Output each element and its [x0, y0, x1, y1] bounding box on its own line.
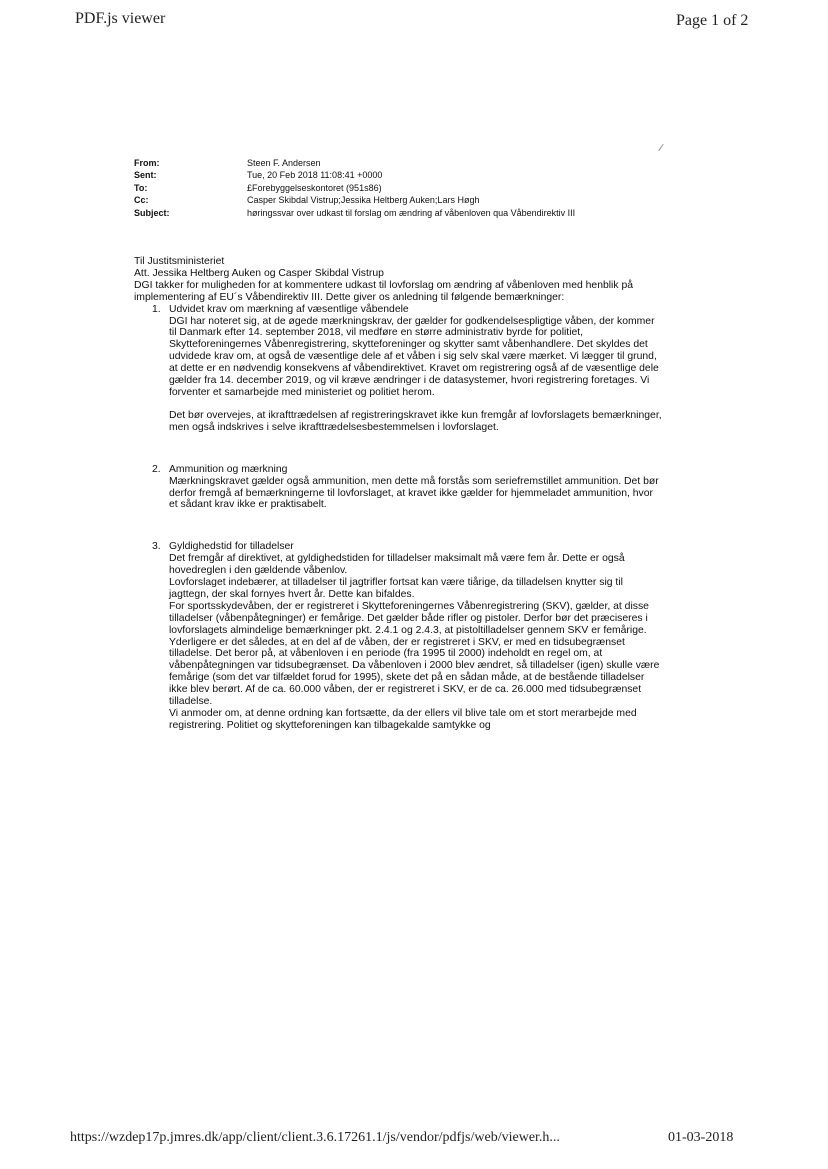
print-header-page-count: Page 1 of 2	[676, 12, 749, 29]
item-heading: Ammunition og mærkning	[169, 463, 288, 475]
item-number: 3.	[152, 541, 161, 553]
item-paragraph: Yderligere er det således, at en del af de våben, der er registreret i SKV, er med en tidsubegrænset tilladelse. Det beror på, at våbenloven i en periode (fra 1995 til 2000) indeholdt en regel om, at våbenpåtegningen var tidsubegrænset. Da våbenloven i 2000 blev ændret, så tilladelser (igen) skulle være femårige (som det var tilfældet forud for 1995), skete det på en sådan måde, at de bestående tilladelser ikke blev berørt. Af de ca. 60.000 våben, der er registreret i SKV, er de ca. 26.000 med tidsubegrænset tilladelse.	[169, 636, 660, 708]
intro-paragraph: DGI takker for muligheden for at kommentere udkast til lovforslag om ændring af våbenloven med henblik på implementering af EU´s Våbendirektiv III. Dette giver os anledning til følgende bemærkninger:	[134, 279, 634, 303]
item-paragraph: Vi anmoder om, at denne ordning kan fortsætte, da der ellers vil blive tale om et stort merarbejde med registrering. Politiet og skytteforeningen kan tilbagekalde samtykke og	[169, 708, 637, 731]
item-paragraph: Mærkningskravet gælder også ammunition, men dette må forstås som seriefremstillet ammunition. Det bør derfor fremgå af bemærkningerne til lovforslaget, at kravet ikke gælder for hjemmeladet ammunition, hvor et sådant krav ikke er praktisabelt.	[169, 475, 659, 511]
item-paragraph: Det fremgår af direktivet, at gyldighedstiden for tilladelser maksimalt må være fem år. Dette er også hovedreglen i den gældende våbenlov.	[169, 553, 625, 577]
list-item	[134, 304, 664, 434]
item-paragraph: Lovforslaget indebærer, at tilladelser til jagtrifler fortsat kan være tiårige, da tilladelsen knytter sig til jagttegn, der skal fornyes hvert år. Dette kan bifaldes.	[169, 577, 623, 600]
meta-value-sent: Tue, 20 Feb 2018 11:08:41 +0000	[247, 170, 383, 181]
item-number: 1.	[152, 303, 161, 315]
salutation-attention: Att. Jessika Heltberg Auken og Casper Skibdal Vistrup	[134, 267, 384, 279]
meta-label: To:	[134, 182, 148, 193]
meta-row-cc	[134, 194, 575, 206]
letter-body	[134, 256, 664, 732]
meta-row-from	[134, 157, 575, 169]
email-metadata	[134, 157, 575, 219]
meta-row-sent	[134, 169, 575, 181]
item-paragraph: DGI har noteret sig, at de øgede mærkningskrav, der gælder for godkendelsespligtige våben, der kommer til Danmark efter 14. september 2018, vil medføre en større administrativ byrde for politiet, Skytteforeningernes Våbenregistrering, skytteforeninger og skytter samt våbenhandlere. Det skyldes det udvidede krav om, at også de væsentlige dele af et våben i sig selv skal være mærket. Vi lægger til grund, at dette er en nødvendig konsekvens af våbendirektivet. Kravet om registrering også af de væsentlige dele gælder fra 14. december 2019, og vil kræve ændringer i de datasystemer, hvori registrering foretages. Vi forventer et samarbejde med ministeriet og politiet herom.	[169, 315, 659, 398]
meta-label: From:	[134, 158, 160, 168]
print-footer-date: 01-03-2018	[668, 1130, 734, 1145]
remarks-list	[134, 304, 664, 732]
print-header-title: PDF.js viewer	[75, 10, 166, 27]
meta-label: Sent:	[134, 170, 157, 181]
meta-value-from: Steen F. Andersen	[247, 158, 321, 168]
meta-row-to	[134, 182, 575, 194]
print-footer-url: https://wzdep17p.jmres.dk/app/client/client.3.6.17261.1/js/vendor/pdfjs/web/viewer.h...	[70, 1130, 560, 1145]
item-heading: Udvidet krav om mærkning af væsentlige våbendele	[169, 303, 409, 315]
scan-artifact	[658, 144, 663, 151]
list-item	[134, 464, 664, 512]
meta-row-subject	[134, 207, 575, 219]
item-heading: Gyldighedstid for tilladelser	[169, 541, 294, 553]
meta-label: Cc:	[134, 195, 149, 206]
list-item	[134, 541, 664, 732]
meta-value-to: £Forebyggelseskontoret (951s86)	[247, 182, 382, 193]
meta-value-cc: Casper Skibdal Vistrup;Jessika Heltberg Auken;Lars Høgh	[247, 195, 480, 206]
item-paragraph: For sportsskydevåben, der er registreret i Skytteforeningernes Våbenregistrering (SKV), gælder, at disse tilladelser (våbenpåtegninger) er femårige. Det gælder både rifler og pistoler. Derfor bør det præciseres i lovforslagets almindelige bemærkninger pkt. 2.4.1 og 2.4.3, at pistoltilladelser gennem SKV er femårige.	[169, 600, 649, 636]
meta-value-subject: høringssvar over udkast til forslag om ændring af våbenloven qua Våbendirektiv III	[247, 207, 576, 218]
salutation-recipient: Til Justitsministeriet	[134, 256, 225, 267]
item-paragraph: Det bør overvejes, at ikrafttrædelsen af registreringskravet ikke kun fremgår af lovforslagets bemærkninger, men også indskrives i selve ikrafttrædelsesbestemmelsen i lovforslaget.	[169, 409, 662, 433]
item-number: 2.	[152, 463, 161, 475]
meta-label: Subject:	[134, 207, 170, 218]
